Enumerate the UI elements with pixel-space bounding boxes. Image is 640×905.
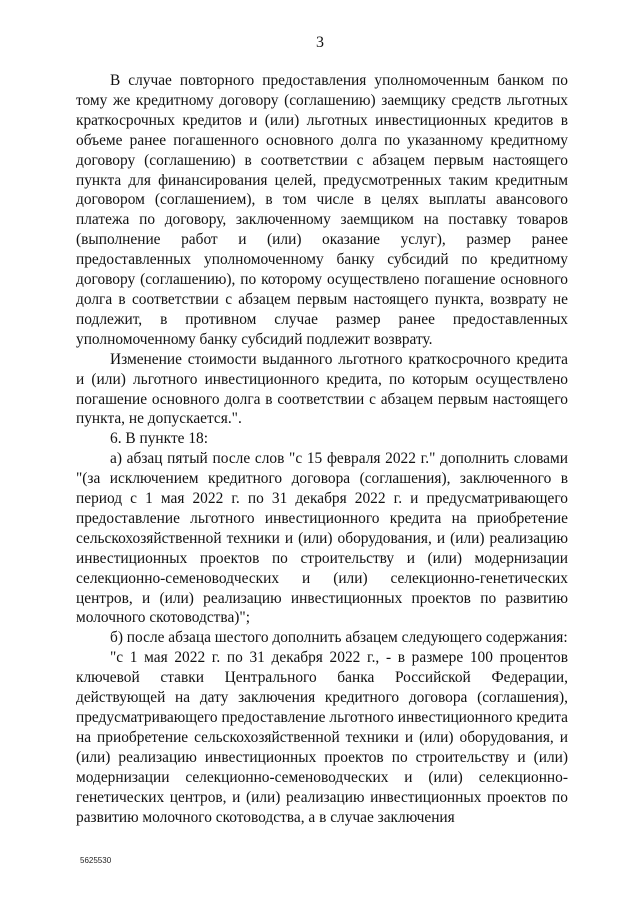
document-body <box>76 71 568 827</box>
paragraph-subitem-a: а) абзац пятый после слов "с 15 февраля 2022 г." дополнить словами "(за исключением кредитного договора (соглашения), заключенного в период с 1 мая 2022 г. по 31 декабря 2022 г. и предусматривающего предоставление льготного инвестиционного кредита на приобретение сельскохозяйственной техники и (или) оборудования, и (или) реализацию инвестиционных проектов по строительству и (или) модернизации селекционно-семеноводческих и (или) селекционно-генетических центров, и (или) реализацию инвестиционных проектов по развитию молочного скотоводства)"; <box>76 450 568 627</box>
document-code: 5625530 <box>80 856 112 865</box>
page-number: 3 <box>316 34 324 51</box>
paragraph-subitem-b: б) после абзаца шестого дополнить абзацем следующего содержания: <box>110 629 568 647</box>
paragraph-new-text: "с 1 мая 2022 г. по 31 декабря 2022 г., - в размере 100 процентов ключевой ставки Центрального банка Российской Федерации, действующей на дату заключения кредитного договора (соглашения), предусматривающего предоставление льготного инвестиционного кредита на приобретение сельскохозяйственной техники и (или) оборудования, и (или) реализацию инвестиционных проектов по строительству и (или) модернизации селекционно-семеноводческих и (или) селекционно-генетических центров, и (или) реализацию инвестиционных проектов по развитию молочного скотоводства, а в случае заключения <box>76 649 568 826</box>
paragraph-cost-change: Изменение стоимости выданного льготного краткосрочного кредита и (или) льготного инвестиционного кредита, по которым осуществлено погашение основного долга в соответствии с абзацем первым настоящего пункта, не допускается.". <box>76 350 568 428</box>
paragraph-repeat-subsidy: В случае повторного предоставления уполномоченным банком по тому же кредитному договору (соглашению) заемщику средств льготных краткосрочных кредитов и (или) льготных инвестиционных кредитов в объеме ранее погашенного основного долга по указанному кредитному договору (соглашению) в соответствии с абзацем первым настоящего пункта для финансирования целей, предусмотренных таким кредитным договором (соглашением), в том числе в целях выплаты авансового платежа по договору, заключенному заемщиком на поставку товаров (выполнение работ и (или) оказание услуг), размер ранее предоставленных уполномоченному банку субсидий по кредитному договору (соглашению), по которому осуществлено погашение основного долга в соответствии с абзацем первым настоящего пункта, возврату не подлежит, в противном случае размер ранее предоставленных уполномоченному банку субсидий подлежит возврату. <box>76 72 568 348</box>
paragraph-item-6: 6. В пункте 18: <box>110 430 209 448</box>
